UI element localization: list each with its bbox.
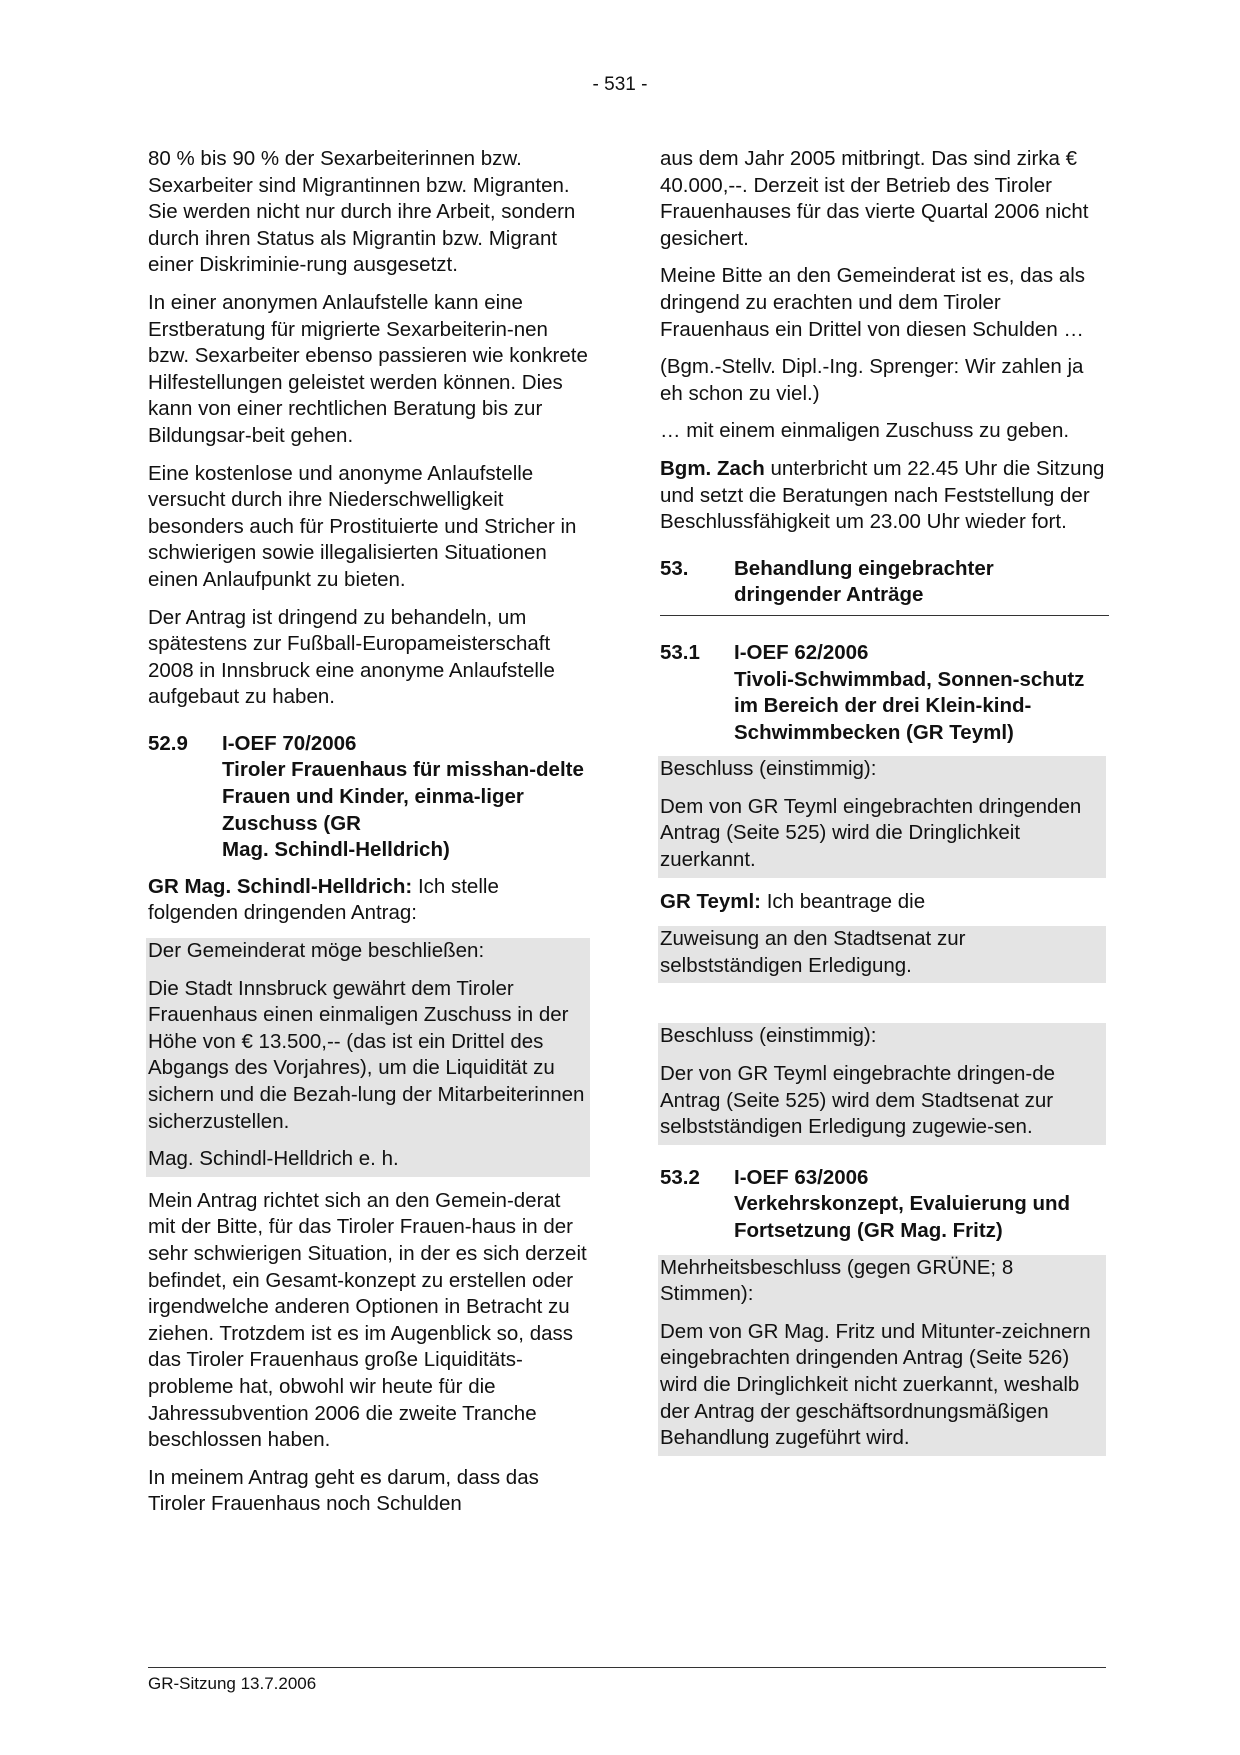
speaker-statement (660, 889, 1106, 916)
paragraph: In einer anonymen Anlaufstelle kann eine Erstberatung für migrierte Sexarbeiterin-nen bzw. Sexarbeiter ebenso passieren wie konkrete Hilfestellungen geleistet werden können. Dies kann von einer rechtlichen Beratung bis zur Bildungsar-beit gehen. (148, 290, 588, 447)
paragraph: Meine Bitte an den Gemeinderat ist es, das als dringend zu erachten und dem Tiroler Frauenhaus ein Drittel von diesen Schulden … (660, 264, 1086, 341)
paragraph: Eine kostenlose und anonyme Anlaufstelle versucht durch ihre Niederschwelligkeit besonders auch für Prostituierte und Stricher in schwierigen sowie illegalisierten Situationen einen Anlaufpunkt zu bieten. (148, 461, 577, 591)
section-heading-53 (660, 556, 1109, 616)
motion-box (146, 938, 590, 1177)
session-note (660, 456, 1106, 536)
resolution-box (658, 756, 1106, 877)
section-title-cont: Mag. Schindl-Helldrich) (222, 838, 450, 862)
assignment-box (658, 926, 1106, 983)
section-reference: I-OEF 70/2006 (222, 731, 357, 755)
section-number: 53. (660, 556, 689, 580)
section-number: 53.1 (660, 640, 700, 664)
paragraph: Der Antrag ist dringend zu behandeln, um spätestens zur Fußball-Europameisterschaft 2008 in Innsbruck eine anonyme Anlaufstelle aufgebaut zu haben. (148, 605, 555, 709)
speaker-name: Bgm. Zach (660, 456, 765, 480)
section-reference: I-OEF 63/2006 (734, 1165, 869, 1189)
assignment-text: Zuweisung an den Stadtsenat zur selbstständigen Erledigung. (660, 927, 966, 977)
resolution-box (658, 1023, 1106, 1144)
paragraph: Mein Antrag richtet sich an den Gemein-derat mit der Bitte, für das Tiroler Frauen-haus in der sehr schwierigen Situation, in der es sich derzeit befindet, ein Gesamt-konzept zu erstellen oder irgendwelche anderen Optionen in Betracht zu ziehen. Trotzdem ist es im Augenblick so, dass das Tiroler Frauenhaus große Liquiditäts-probleme hat, obwohl wir heute für die Jahressubvention 2006 die zweite Tranche beschlossen haben. (148, 1188, 587, 1452)
resolution-title: Mehrheitsbeschluss (gegen GRÜNE; 8 Stimmen): (660, 1255, 1014, 1306)
speaker-statement (148, 874, 590, 927)
section-heading-53-1 (660, 640, 1106, 746)
resolution-body: Dem von GR Teyml eingebrachten dringenden Antrag (Seite 525) wird die Dringlichkeit zuerkannt. (660, 794, 1082, 872)
interjection: (Bgm.-Stellv. Dipl.-Ing. Sprenger: Wir zahlen ja eh schon zu viel.) (660, 355, 1084, 405)
paragraph: 80 % bis 90 % der Sexarbeiterinnen bzw. Sexarbeiter sind Migrantinnen bzw. Migranten. Sie werden nicht nur durch ihre Arbeit, sondern durch ihren Status als Migrantin bzw. Migrant einer Diskriminie-rung ausgesetzt. (148, 147, 576, 277)
speaker-text: Ich beantrage die (761, 889, 926, 913)
paragraph: aus dem Jahr 2005 mitbringt. Das sind zirka € 40.000,--. Derzeit ist der Betrieb des Tiroler Frauenhauses für das vierte Quartal 2006 nicht gesichert. (660, 147, 1089, 250)
section-heading-53-2 (660, 1165, 1106, 1245)
resolution-body: Dem von GR Mag. Fritz und Mitunter-zeichnern eingebrachten dringenden Antrag (Seite 526) wird die Dringlichkeit nicht zuerkannt, weshalb der Antrag der geschäftsordnungsmäßigen Behandlung zugeführt wird. (660, 1319, 1091, 1450)
section-number: 53.2 (660, 1165, 700, 1189)
motion-signature: Mag. Schindl-Helldrich e. h. (148, 1147, 399, 1171)
speaker-text: Ich stelle folgenden dringenden Antrag: (148, 874, 499, 925)
speaker-name: GR Mag. Schindl-Helldrich: (148, 874, 413, 898)
resolution-box (658, 1255, 1106, 1456)
right-column (660, 146, 1106, 1456)
section-reference: I-OEF 62/2006 (734, 640, 869, 664)
paragraph: … mit einem einmaligen Zuschuss zu geben. (660, 419, 1070, 443)
session-note-text: unterbricht um 22.45 Uhr die Sitzung und setzt die Beratungen nach Feststellung der Beschlussfähigkeit um 23.00 Uhr wieder fort. (660, 456, 1105, 534)
footer-text: GR-Sitzung 13.7.2006 (148, 1674, 317, 1693)
section-title: Tiroler Frauenhaus für misshan-delte Frauen und Kinder, einma-liger Zuschuss (GR (222, 758, 584, 835)
resolution-body: Der von GR Teyml eingebrachte dringen-de Antrag (Seite 525) wird dem Stadtsenat zur selbstständigen Erledigung zugewie-sen. (660, 1062, 1056, 1139)
section-title: Tivoli-Schwimmbad, Sonnen-schutz im Bereich der drei Klein-kind-Schwimmbecken (GR Teyml) (734, 667, 1085, 744)
left-column (148, 146, 590, 1529)
resolution-title: Beschluss (einstimmig): (660, 757, 877, 781)
section-title: Behandlung eingebrachter (734, 556, 994, 580)
paragraph: In meinem Antrag geht es darum, dass das Tiroler Frauenhaus noch Schulden (148, 1465, 539, 1516)
page-number: - 531 - (592, 74, 648, 95)
footer-divider (148, 1667, 1106, 1668)
motion-intro: Der Gemeinderat möge beschließen: (148, 939, 485, 963)
section-title: Verkehrskonzept, Evaluierung und Fortsetzung (GR Mag. Fritz) (734, 1192, 1071, 1242)
section-heading-52-9 (148, 731, 590, 864)
resolution-title: Beschluss (einstimmig): (660, 1024, 877, 1048)
motion-body: Die Stadt Innsbruck gewährt dem Tiroler Frauenhaus einen einmaligen Zuschuss in der Höhe von € 13.500,-- (das ist ein Drittel des Abgangs des Vorjahres), um die Liquidität zu sichern und die Bezah-lung der Mitarbeiterinnen sicherzustellen. (148, 976, 585, 1133)
section-number: 52.9 (148, 731, 188, 755)
section-title-cont: dringender Anträge (734, 583, 924, 607)
speaker-name: GR Teyml: (660, 889, 761, 913)
